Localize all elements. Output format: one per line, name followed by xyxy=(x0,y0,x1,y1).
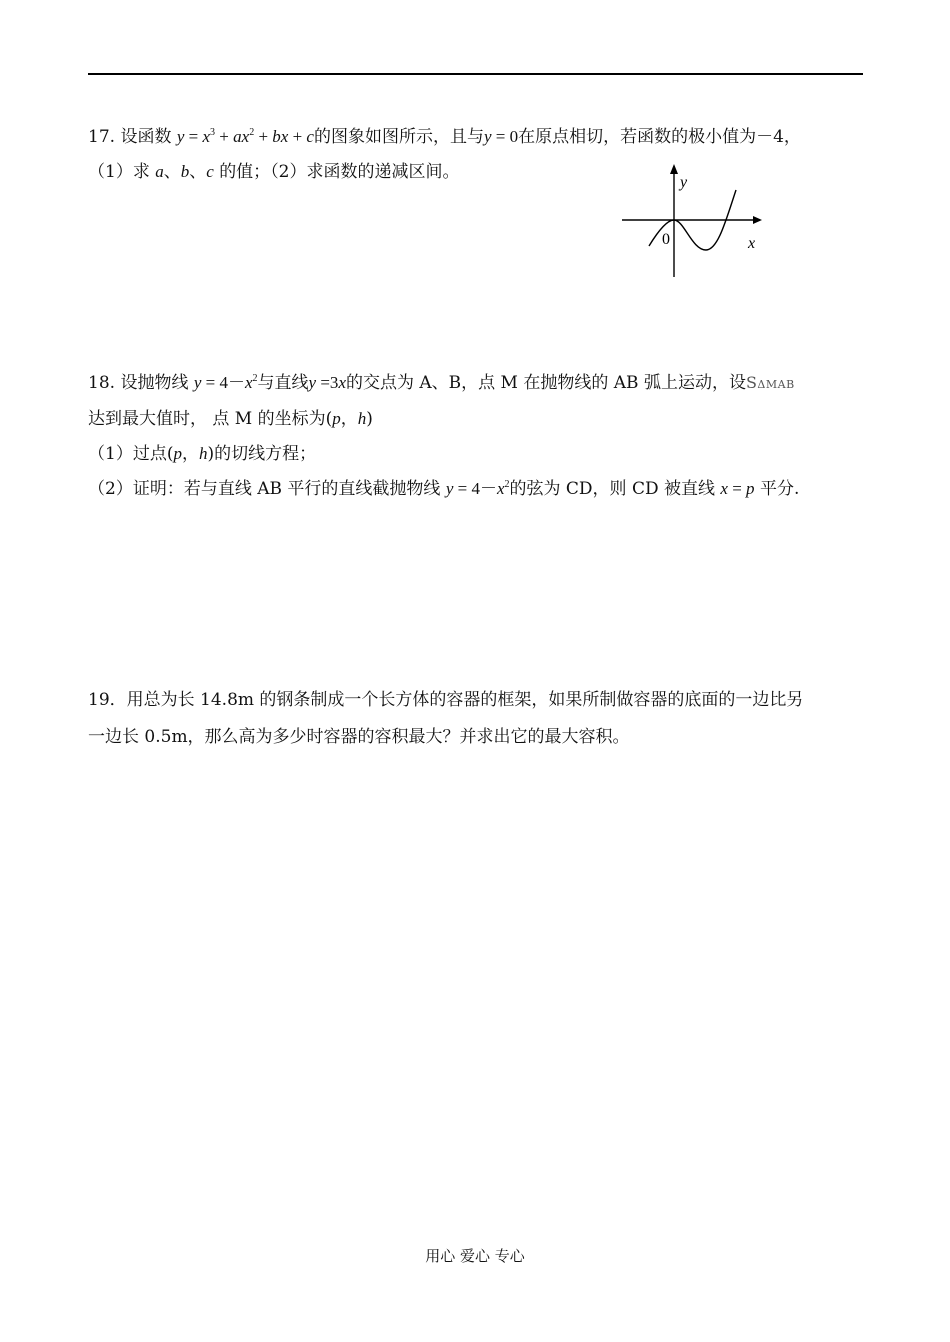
q18-part1: （1）过点(p，h)的切线方程； xyxy=(88,444,317,464)
q18-stem: 18. 设抛物线 $y = 4-x^2$与直线y =3x的交点为 A、B，点 M 在抛物线的 AB 弧上运动，设SΔMAB xyxy=(88,373,795,393)
triangle-area-symbol: SΔMAB xyxy=(745,373,795,392)
q17-number: 17 xyxy=(88,127,110,147)
y-axis-label: y xyxy=(680,174,688,191)
q19-number: 19 xyxy=(88,690,110,710)
q19-line2: 一边长 0.5m，那么高为多少时容器的容积最大？并求出它的最大容积。 xyxy=(88,727,630,747)
y-axis-arrow-icon xyxy=(670,164,678,174)
q19-line1: 19．用总为长 14.8m 的钢条制成一个长方体的容器的框架，如果所制做容器的底面的一边比另 xyxy=(88,690,804,710)
q17-function-graph xyxy=(618,160,768,282)
q18-number: 18 xyxy=(88,373,110,393)
x-axis-label: x xyxy=(748,235,756,252)
q17-stem: 17. 设函数 $y = x^3 + ax^2$ + bx + c的图象如图所示，且与y = 0在原点相切，若函数的极小值为－4， xyxy=(88,127,801,147)
page-footer: 用心 爱心 专心 xyxy=(425,1247,525,1265)
origin-label: 0 xyxy=(662,231,670,248)
q18-line2: 达到最大值时， 点 M 的坐标为(p，h) xyxy=(88,409,373,429)
q17-parts: （1）求 a、b、c 的值；（2）求函数的递减区间。 xyxy=(88,162,460,182)
x-axis-arrow-icon xyxy=(753,216,762,224)
q18-part2: （2）证明：若与直线 AB 平行的直线截抛物线 $y = 4-x^2$的弦为 CD，则 CD 被直线 x = p 平分. xyxy=(88,479,800,499)
header-rule xyxy=(88,73,863,75)
